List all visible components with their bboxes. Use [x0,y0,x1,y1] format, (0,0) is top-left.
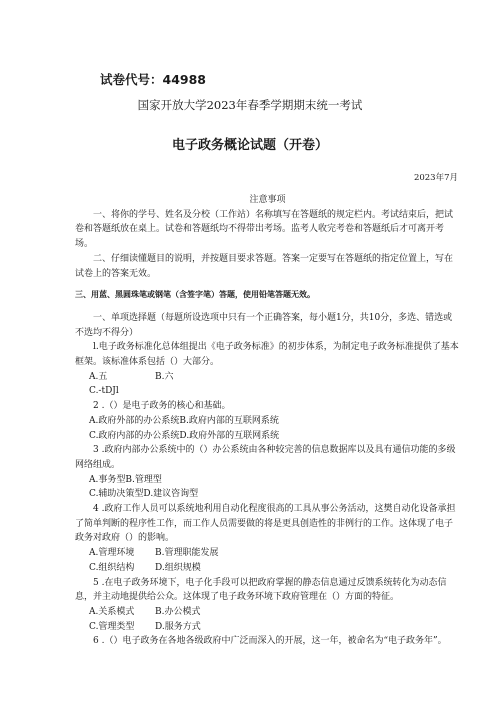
question-3-options-ab: A.事务型B.管理型 [89,474,162,485]
exam-title: 国家开放大学2023年春季学期期末统一考试 [137,98,363,112]
option-d: D.服务方式 [155,621,201,632]
option-d: D.组织规模 [155,562,201,573]
question-2-options-ab: A.政府外部的办公系统B.政府内部的互联网系统 [89,415,279,426]
question-4-options-cd [75,561,460,576]
option-b: B.办公模式 [155,606,201,617]
question-4: 4 .政府工作人员可以系统地利用自动化程度很高的工具从事公务活动，这樊自动化设备承担了简单判断的程序性工作，而工作人员需要做的将是更具创造性的非例行的工作。这体现了电子政务对政府（）的影响。 [75,504,456,544]
option-a: A.管理环境 [89,548,135,559]
option-b: B.管理职能发展 [155,548,219,559]
option-c: C.管理类型 [89,621,135,632]
notice-item-3: 三、用蓝、黑圆珠笔或钢笔（含签字笔）答题，使用铅笔答题无效。 [75,290,315,300]
notice-item-2: 二、仔细读懂题目的说明，并按题目要求答题。答案一定要写在答题纸的指定位置上，写在试卷上的答案无效。 [75,253,454,279]
question-6: 6 .（）电子政务在各地各级政府中广泛而深入的开展，这一年，被命名为“电子政务年”。 [93,636,447,647]
option-c: C.组织结构 [89,562,135,573]
option-b: B.六 [155,371,174,382]
question-5: 5 .在电子政务环境下，电子化手段可以把政府掌握的静态信息通过反馈系统转化为动态信息，并主动地提供给公众。这体现了电子政务环境下政府管理在（）方面的特征。 [75,577,447,603]
option-a: A.关系模式 [89,606,135,617]
paper-code: 试卷代号：44988 [100,72,206,87]
paper-title: 电子政务概论试题（开卷） [171,138,328,153]
notice-heading: 注意事项 [249,195,286,205]
question-5-options-cd [75,620,460,635]
exam-date: 2023年7月 [413,173,458,183]
question-5-options-ab [75,605,460,620]
question-3: 3 .政府内部办公系统中的（）办公系统由各种较完善的信息数据库以及具有通信功能的多级网络组成。 [75,445,456,470]
option-a: A.五 [89,371,108,382]
question-1: l.电子政务标准化总体组提出《电子政务标准》的初步体系，为制定电子政务标准提供了基本框架。该标准体系包括（）大部分。 [75,342,459,368]
question-1-option-c: C.-tDJl [89,386,119,397]
exam-body [75,193,460,649]
question-2-options-cd: C.政府内部的办公系统D.政府外部的互联网系统 [89,430,280,441]
question-3-options-cd: C.辅助决策型D.建议咨询型 [89,489,199,500]
question-1-options-ab [75,370,460,385]
notice-item-1: 一、将你的学号、姓名及分校（工作站）名称填写在答题纸的规定栏内。考试结束后，把试卷和答题纸放在桌上。试卷和答题纸均不得带出考场。监考人收完考卷和答题纸后才可离开考场。 [75,209,454,250]
section-1-heading: 一、单项选择题（每题所设选项中只有一个正确答案，每小题1分，共10分，多选、错选或不选均不得分） [75,312,453,338]
question-4-options-ab [75,546,460,561]
question-2: 2 .（）是电子政务的核心和基础。 [93,401,231,412]
